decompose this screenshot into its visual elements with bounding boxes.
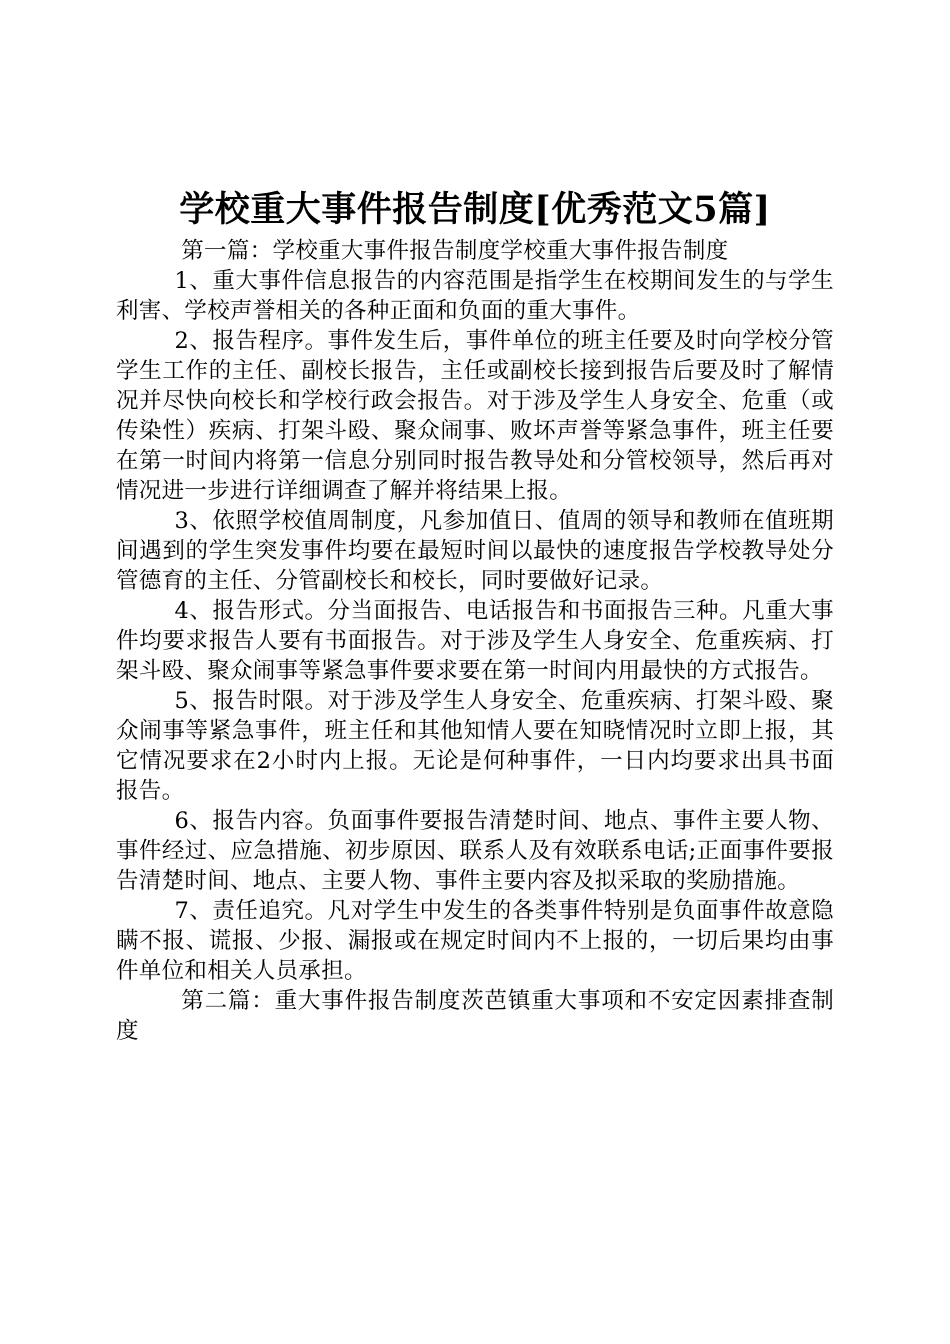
section-heading-2: 第二篇：重大事件报告制度茨芭镇重大事项和不安定因素排查制度 <box>116 988 834 1044</box>
paragraph-3: 3、依照学校值周制度，凡参加值日、值周的领导和教师在值班期间遇到的学生突发事件均要在最短时间以最快的速度报告学校教导处分管德育的主任、分管副校长和校长，同时要做好记录。 <box>116 508 834 594</box>
paragraph-7: 7、责任追究。凡对学生中发生的各类事件特别是负面事件故意隐瞒不报、谎报、少报、漏报或在规定时间内不上报的，一切后果均由事件单位和相关人员承担。 <box>116 898 834 984</box>
paragraph-6: 6、报告内容。负面事件要报告清楚时间、地点、事件主要人物、事件经过、应急措施、初步原因、联系人及有效联系电话;正面事件要报告清楚时间、地点、主要人物、事件主要内容及拟采取的奖励措施。 <box>116 808 834 894</box>
paragraph-2: 2、报告程序。事件发生后，事件单位的班主任要及时向学校分管学生工作的主任、副校长报告，主任或副校长接到报告后要及时了解情况并尽快向校长和学校行政会报告。对于涉及学生人身安全、危重（或传染性）疾病、打架斗殴、聚众闹事、败坏声誉等紧急事件，班主任要在第一时间内将第一信息分别同时报告教导处和分管校领导，然后再对情况进一步进行详细调查了解并将结果上报。 <box>116 328 834 504</box>
document-page <box>116 186 834 1046</box>
document-title: 学校重大事件报告制度[优秀范文5篇] <box>179 189 771 230</box>
paragraph-5: 5、报告时限。对于涉及学生人身安全、危重疾病、打架斗殴、聚众闹事等紧急事件，班主任和其他知情人要在知晓情况时立即上报，其它情况要求在2小时内上报。无论是何种事件，一日内均要求出具书面报告。 <box>116 688 834 804</box>
paragraph-4: 4、报告形式。分当面报告、电话报告和书面报告三种。凡重大事件均要求报告人要有书面报告。对于涉及学生人身安全、危重疾病、打架斗殴、聚众闹事等紧急事件要求要在第一时间内用最快的方式报告。 <box>116 598 834 684</box>
section-heading-1: 第一篇：学校重大事件报告制度学校重大事件报告制度 <box>181 238 729 264</box>
paragraph-1: 1、重大事件信息报告的内容范围是指学生在校期间发生的与学生利害、学校声誉相关的各种正面和负面的重大事件。 <box>116 268 834 324</box>
